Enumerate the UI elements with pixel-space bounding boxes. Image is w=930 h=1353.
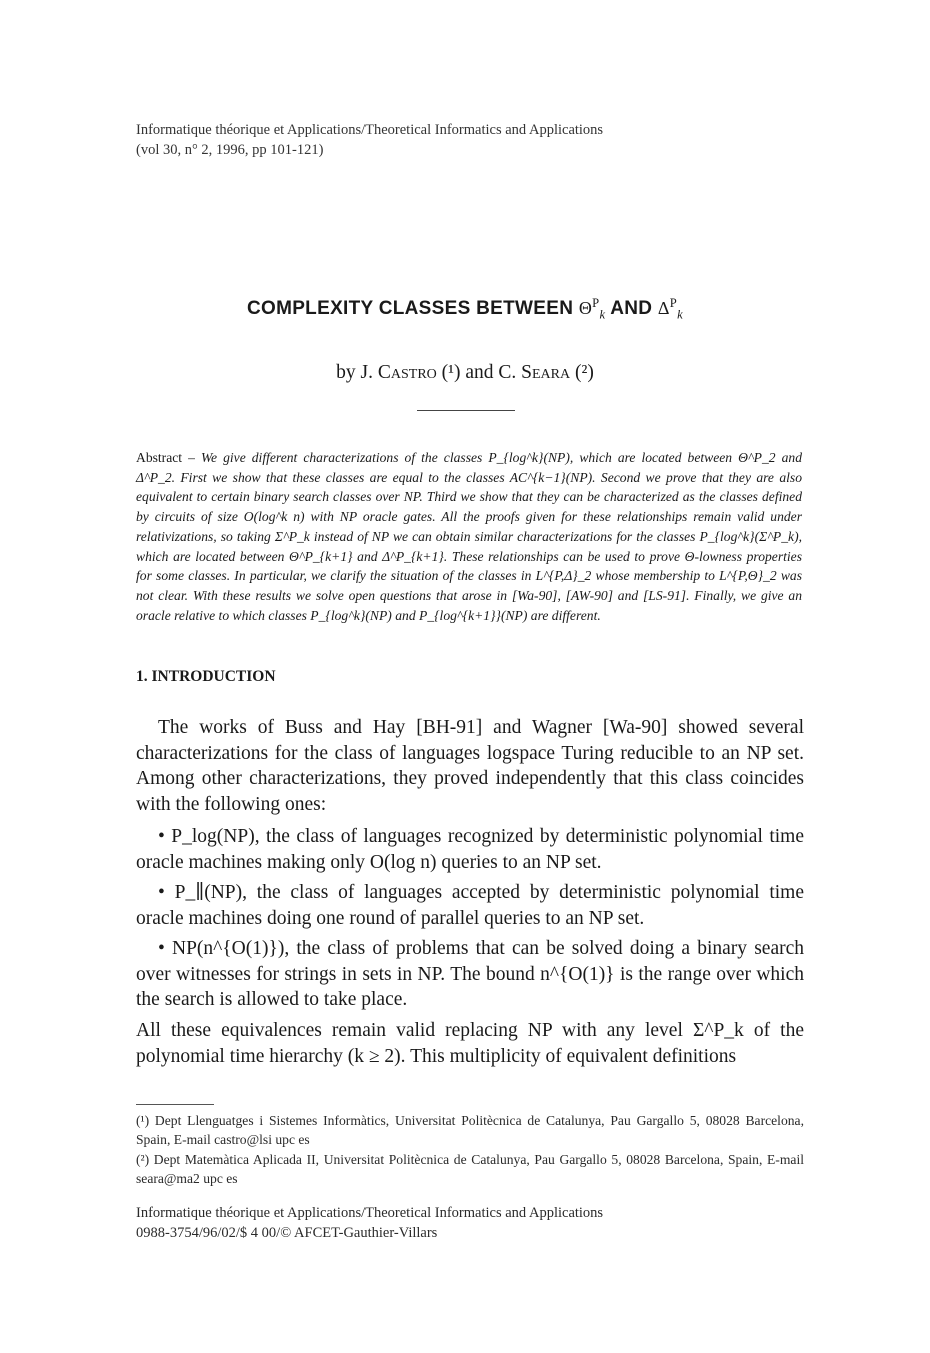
intro-paragraph-1: The works of Buss and Hay [BH-91] and Wagner [Wa-90] showed several characterizations for the class of languages logspace Turing reducible to an NP set. Among other characterizations, they proved independently that this class coincides with the following ones: — [136, 717, 804, 815]
author-seara: Seara — [521, 362, 571, 383]
title-text: COMPLEXITY CLASSES BETWEEN — [246, 298, 574, 319]
footnote-1: (¹) Dept Llenguatges i Sistemes Informàtics, Universitat Politècnica de Catalunya, Pau Gargallo 5, 08028 Barcelona, Spain, E-mail castro@lsi upc es — [136, 1113, 804, 1147]
abstract-label: Abstract – — [136, 450, 195, 465]
bullet-np-binary-search: • NP(n^{O(1)}), the class of problems that can be solved doing a binary search over witnesses for strings in sets in NP. The bound n^{O(1)} is the range over which the search is allowed to take place. — [136, 938, 804, 1010]
section-heading: 1. INTRODUCTION — [136, 668, 276, 685]
footer-issn: 0988-3754/96/02/$ 4 00/© AFCET-Gauthier-Villars — [136, 1225, 438, 1241]
footer-journal: Informatique théorique et Applications/Theoretical Informatics and Applications — [136, 1205, 604, 1221]
footnote-ref-1: (¹) — [441, 362, 461, 383]
page-footer — [136, 1203, 603, 1243]
delta-symbol: $\Delta^P_k$ — [657, 296, 683, 322]
author-castro: Castro — [377, 362, 437, 383]
footnote-ref-2: (²) — [575, 362, 594, 383]
volume-info: (vol 30, n° 2, 1996, pp 101-121) — [136, 142, 324, 158]
journal-header — [136, 120, 603, 160]
title-divider — [417, 410, 515, 411]
footnote-divider — [136, 1104, 214, 1105]
theta-symbol: $\Theta^P_k$ — [578, 296, 606, 322]
title-and: AND — [610, 298, 653, 319]
intro-paragraph-2: All these equivalences remain valid replacing NP with any level Σ^P_k of the polynomial time hierarchy (k ≥ 2). This multiplicity of equivalent definitions — [136, 1020, 804, 1067]
paper-title — [0, 298, 930, 320]
abstract — [136, 448, 802, 625]
journal-name: Informatique théorique et Applications/Theoretical Informatics and Applications — [136, 122, 604, 138]
footnote-2: (²) Dept Matemàtica Aplicada II, Universitat Politècnica de Catalunya, Pau Gargallo 5, 08028 Barcelona, Spain, E-mail seara@ma2 upc es — [136, 1152, 804, 1186]
abstract-body: We give different characterizations of the classes P_{log^k}(NP), which are located between Θ^P_2 and Δ^P_2. First we show that these classes are equal to the classes AC^{k−1}(NP). Second we prove that they are also equivalent to certain binary search classes over NP. Third we show that they can be characterized as the classes defined by circuits of size O(log^k n) with NP oracle gates. All the proofs given for these relationships remain valid under relativizations, so taking Σ^P_k instead of NP we can obtain similar characterizations for the classes P_{log^k}(Σ^P_k), which are located between Θ^P_{k+1} and Δ^P_{k+1}. These relationships can be used to prove Θ-lowness properties for some classes. In particular, we clarify the situation of the classes in L^{P,Δ}_2 whose membership to L^{P,Θ}_2 was not clear. With these results we solve open questions that arose in [Wa-90], [AW-90] and [LS-91]. Finally, we give an oracle relative to which classes P_{log^k}(NP) and P_{log^{k+1}}(NP) are different. — [136, 450, 802, 623]
bullet-pparallel: • P_∥(NP), the class of languages accepted by deterministic polynomial time oracle machines doing one round of parallel queries to an NP set. — [136, 882, 804, 929]
bullet-plog: • P_log(NP), the class of languages recognized by deterministic polynomial time oracle machines making only O(log n) queries to an NP set. — [136, 826, 804, 873]
author-line: by J. Castro (¹) and C. Seara (²) — [336, 362, 594, 383]
